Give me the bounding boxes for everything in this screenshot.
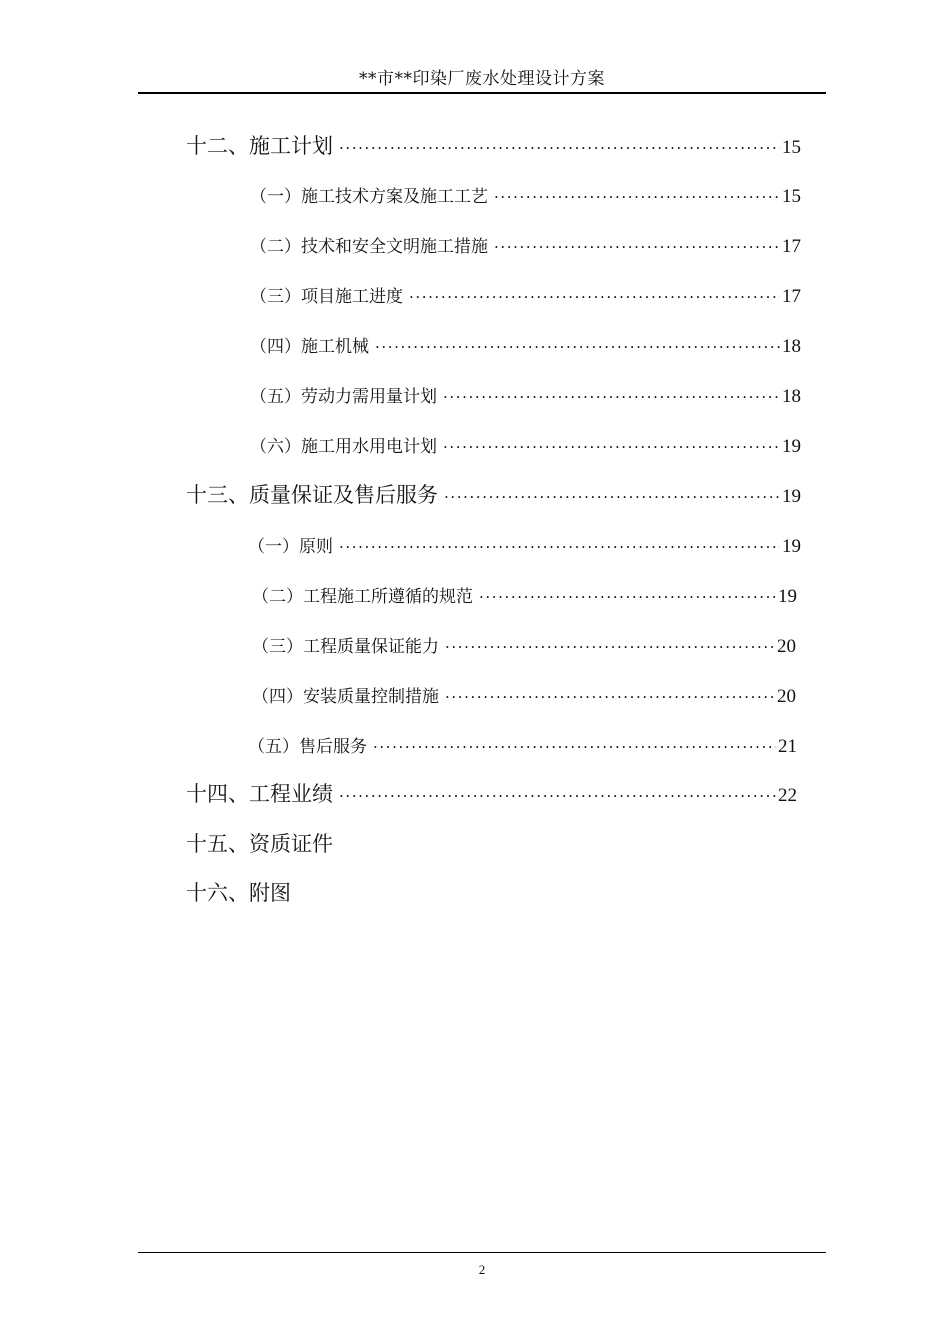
toc-entry-12-6[interactable] <box>250 432 801 458</box>
toc-page-number: 19 <box>782 436 801 457</box>
toc-entry-label: 十六、附图 <box>186 881 291 905</box>
toc-dot-leader <box>479 588 776 606</box>
toc-page-number: 22 <box>778 785 797 806</box>
toc-page-number: 18 <box>782 336 801 357</box>
toc-entry-12-3[interactable] <box>250 282 801 308</box>
toc-dot-leader <box>443 388 780 406</box>
toc-entry-13-3[interactable] <box>252 632 796 658</box>
page-number: 2 <box>478 1262 486 1277</box>
toc-dot-leader <box>373 738 776 756</box>
toc-entry-label: 十四、工程业绩 <box>186 782 333 806</box>
footer-divider <box>138 1252 826 1253</box>
toc-entry-13-1[interactable] <box>248 532 801 558</box>
toc-entry-label: （三）项目施工进度 <box>250 287 403 307</box>
toc-entry-label: （五）售后服务 <box>248 737 367 757</box>
toc-dot-leader <box>339 538 780 556</box>
toc-dot-leader <box>494 238 780 256</box>
toc-entry-label: （二）技术和安全文明施工措施 <box>250 237 488 257</box>
toc-entry-section-13[interactable] <box>186 479 801 509</box>
toc-page-number: 19 <box>782 536 801 557</box>
toc-entry-13-2[interactable] <box>252 582 797 608</box>
header-divider <box>138 92 826 94</box>
toc-entry-section-15[interactable] <box>186 828 333 858</box>
document-header-title: **市**印染厂废水处理设计方案 <box>359 69 605 89</box>
toc-entry-label: （二）工程施工所遵循的规范 <box>252 587 473 607</box>
toc-page-number: 20 <box>777 636 796 657</box>
toc-entry-label: （一）施工技术方案及施工工艺 <box>250 187 488 207</box>
toc-page-number: 15 <box>782 137 801 158</box>
toc-entry-label: （一）原则 <box>248 537 333 557</box>
toc-entry-section-16[interactable] <box>186 877 291 907</box>
toc-page-number: 19 <box>782 486 801 507</box>
toc-dot-leader <box>409 288 780 306</box>
toc-entry-13-5[interactable] <box>248 732 797 758</box>
toc-entry-section-14[interactable] <box>186 778 797 808</box>
toc-entry-12-2[interactable] <box>250 232 801 258</box>
toc-dot-leader <box>339 139 780 157</box>
toc-page-number: 21 <box>778 736 797 757</box>
toc-page-number: 17 <box>782 236 801 257</box>
toc-dot-leader <box>494 188 780 206</box>
toc-dot-leader <box>339 787 776 805</box>
toc-entry-label: （五）劳动力需用量计划 <box>250 387 437 407</box>
toc-dot-leader <box>443 438 780 456</box>
toc-page-number: 18 <box>782 386 801 407</box>
toc-dot-leader <box>445 688 775 706</box>
toc-entry-12-5[interactable] <box>250 382 801 408</box>
toc-dot-leader <box>444 488 780 506</box>
toc-entry-12-1[interactable] <box>250 182 801 208</box>
toc-entry-label: 十五、资质证件 <box>186 832 333 856</box>
toc-dot-leader <box>375 338 780 356</box>
toc-entry-12-4[interactable] <box>250 332 801 358</box>
toc-entry-label: 十二、施工计划 <box>186 134 333 158</box>
toc-entry-section-12[interactable] <box>186 130 801 160</box>
toc-entry-label: 十三、质量保证及售后服务 <box>186 483 438 507</box>
toc-entry-13-4[interactable] <box>252 682 796 708</box>
toc-page-number: 20 <box>777 686 796 707</box>
toc-entry-label: （六）施工用水用电计划 <box>250 437 437 457</box>
toc-page-number: 17 <box>782 286 801 307</box>
toc-page-number: 19 <box>778 586 797 607</box>
toc-page-number: 15 <box>782 186 801 207</box>
toc-entry-label: （四）安装质量控制措施 <box>252 687 439 707</box>
toc-entry-label: （四）施工机械 <box>250 337 369 357</box>
toc-entry-label: （三）工程质量保证能力 <box>252 637 439 657</box>
toc-dot-leader <box>445 638 775 656</box>
